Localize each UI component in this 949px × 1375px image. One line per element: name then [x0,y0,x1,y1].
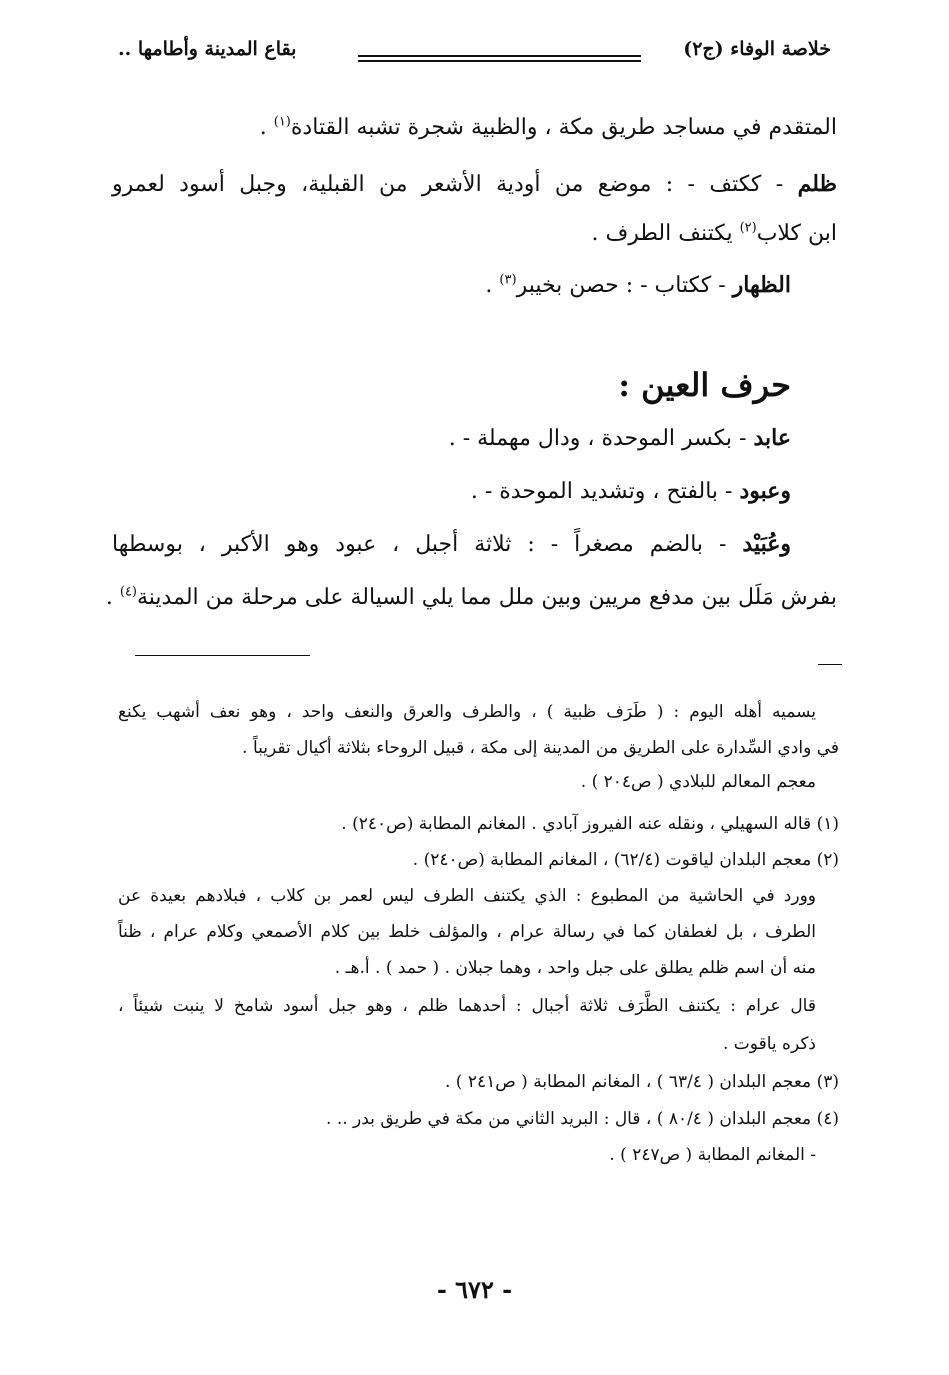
entry-head: وعبود [739,478,791,504]
body-line-last: بفرش مَلَل بين مدفع مريين وبين ملل مما يلي السيالة على مرحلة من المدينة$^{(٤)}$ . [105,584,837,610]
footnote-3: (٣) معجم البلدان ( ٦٣/٤ ) ، المغانم المطابة ( ص٢٤١ ) . [444,1072,839,1092]
header-rule [358,55,641,62]
footnote-2: (٢) معجم البلدان لياقوت (٦٢/٤) ، المغانم المطابة (ص٢٤٠) . [412,850,839,870]
entry-zihar: الظهار - ككتاب - : حصن بخيبر$^{(٣)}$ . [485,272,791,298]
body-line-3: ابن كلاب$^{(٢)}$ يكتنف الطرف . [591,220,837,246]
footnote-cont-1: يسميه أهله اليوم : ( طَرَف ظبية ) ، والطرف والعرق والنعف واحد ، وهو نعف أشهب يكنع [118,702,816,722]
entry-head: الظهار [732,272,791,298]
entry-head: عابد [753,425,791,451]
footnote-separator-mark [818,664,842,665]
running-header [118,38,831,78]
footnote-ref-2: (٢) [739,220,757,236]
footnote-ref-3: (٣) [499,272,517,288]
footnote-separator [135,655,310,656]
entry-abid: عابد - بكسر الموحدة ، ودال مهملة - . [448,425,791,451]
footnote-2-text: وورد في الحاشية من المطبوع : الذي يكتنف الطرف ليس لعمر بن كلاب ، فبلادهم بعيدة عن [118,886,816,906]
footnote-2-text: قال عرام : يكتنف الطَّرَف ثلاثة أجبال : أحدهما ظلم ، وهو جبل أسود شامخ لا ينبت شيئاً ، [118,996,816,1016]
entry-head: ظلم [797,171,837,197]
footnote-ref-1: (١) [273,114,291,130]
entry-zalm: ظلم - ككتف - : موضع من أودية الأشعر من القبلية، وجبل أسود لعمرو [112,171,837,197]
footnote-1: (١) قاله السهيلي ، ونقله عنه الفيروز آبادي . المغانم المطابة (ص٢٤٠) . [341,814,839,834]
footnote-2-text: الطرف ، بل لغطفان كما في رسالة عرام ، والمؤلف خلط بين كلام الأصمعي وكلام عرام ، ظناً [118,922,816,942]
section-title: حرف العين : [618,366,791,404]
entry-head: وعُبَيْد [742,531,791,557]
entry-ubayd: وعُبَيْد - بالضم مصغراً - : ثلاثة أجبل ، عبود وهو الأكبر ، بوسطها [112,531,791,557]
footnote-cont-3: معجم المعالم للبلادي ( ص٢٠٤ ) . [580,772,816,792]
footnote-4: (٤) معجم البلدان ( ٨٠/٤ ) ، قال : البريد الثاني من مكة في طريق بدر .. . [326,1109,839,1129]
chapter-title: بقاع المدينة وأطامها .. [118,38,297,60]
footnote-2-text: منه أن اسم ظلم يطلق على جبل واحد ، وهما جبلان . ( حمد ) . أ.هـ . [334,958,816,978]
book-title: خلاصة الوفاء (ج٢) [683,38,831,60]
body-line-1: المتقدم في مساجد طريق مكة ، والظبية شجرة تشبه القتادة$^{(١)}$ . [259,114,837,140]
footnote-cont-2: في وادي السِّدارة على الطريق من المدينة إلى مكة ، قبيل الروحاء بثلاثة أكيال تقريباً . [242,738,839,758]
footnote-4-text: - المغانم المطابة ( ص٢٤٧ ) . [609,1145,816,1165]
footnote-2-text: ذكره ياقوت . [723,1034,816,1054]
footnote-ref-4: (٤) [119,584,137,600]
page-number: - ٦٧٢ - [436,1275,513,1304]
entry-abbud: وعبود - بالفتح ، وتشديد الموحدة - . [470,478,791,504]
